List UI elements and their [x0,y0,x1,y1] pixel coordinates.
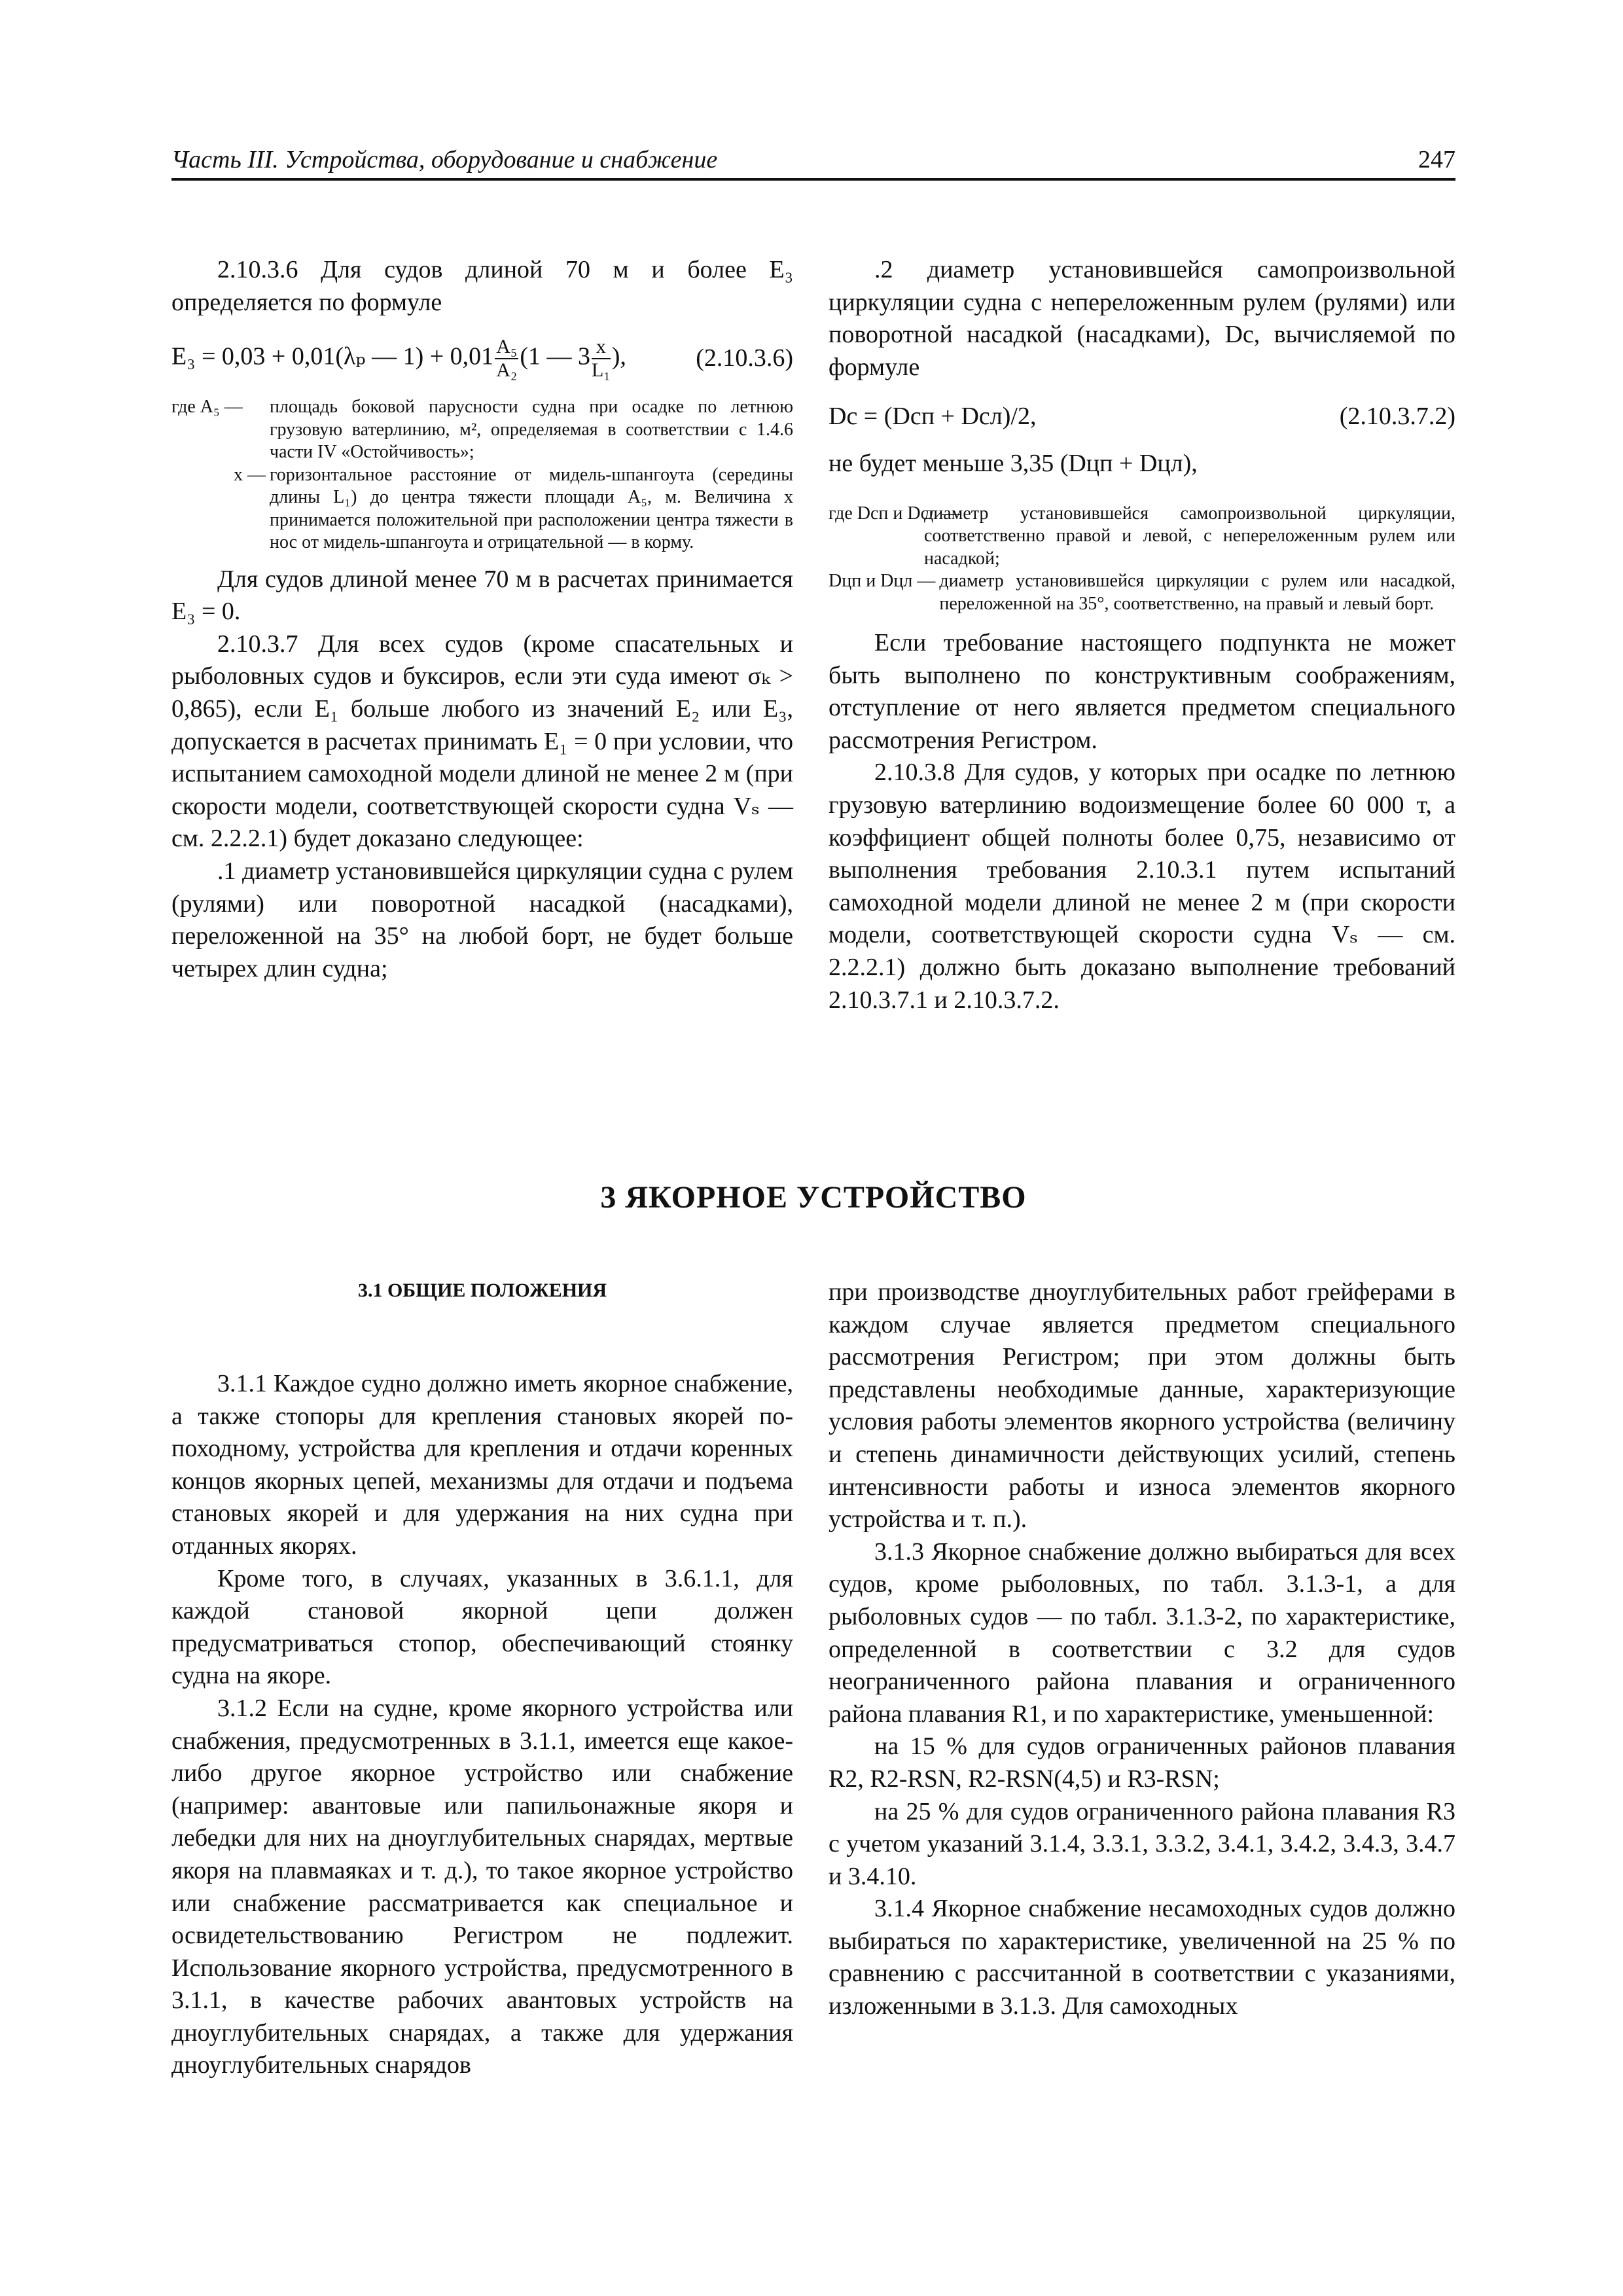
definitions-list [829,503,1455,616]
fraction-a5-a2 [495,336,518,382]
paragraph-3-1-1: 3.1.1 Каждое судно должно иметь якорное снабжение, а также стопоры для крепления становых якорей по-походному, устройства для крепления и отдачи коренных концов якорных цепей, механизмы для отдачи и подъема становых якорей и для удержания на них судна при отданных якорях. [171,1370,793,1560]
formula-lhs: E₃ = 0,03 + 0,01(λₚ — 1) + 0,01 [171,342,494,370]
paragraph-item-1: .1 диаметр установившейся циркуляции судна с рулем (рулями) или поворотной насадкой (насадками), переложенной на 35° на любой борт, не будет больше четырех длин судна; [171,857,793,982]
fraction-denominator: L₁ [591,359,611,382]
paragraph-25-percent: на 25 % для судов ограниченного района плавания R3 с учетом указаний 3.1.4, 3.3.1, 3.3.2, 3.4.1, 3.4.2, 3.4.3, 3.4.7 и 3.4.10. [829,1797,1455,1890]
section-title: 3 ЯКОРНОЕ УСТРОЙСТВО [600,1180,1027,1215]
header-title: Часть III. Устройства, оборудование и снабжение [171,146,718,173]
paragraph-2-10-3-6: 2.10.3.6 Для судов длиной 70 м и более E₃ определяется по формуле [171,256,793,316]
formula-expression: Dc = (Dсп + Dсл)/2, [829,403,1037,431]
paragraph-continuation: при производстве дноуглубительных работ грейферами в каждом случае является предметом специального рассмотрения Регистром; при этом должны быть представлены необходимые данные, характеризующие условия работы элементов якорного устройства (величину и степень динамичности действующих усилий, степень интенсивности работы и износа элементов якорного устройства и т. п.). [829,1278,1455,1534]
definition-text: диаметр установившейся самопроизвольной циркуляции, соответственно правой и левой, с непереложенным рулем или насадкой; [924,503,1455,569]
header-rule [171,178,1455,181]
formula-middle: (1 — 3 [520,342,590,370]
subsection-title: 3.1 ОБЩИЕ ПОЛОЖЕНИЯ [357,1280,607,1301]
paragraph-2-10-3-7: 2.10.3.7 Для всех судов (кроме спасательных и рыболовных судов и буксиров, если эти суда имеют σₖ > 0,865), если E₁ больше любого из значений E₂ или E₃, допускается в расчетах принимать E₁ = 0 при условии, что испытанием самоходной модели длиной не менее 2 м (при скорости модели, соответствующей скорости судна Vₛ — см. 2.2.2.1) будет доказано следующее: [171,630,793,853]
paragraph-not-less: не будет меньше 3,35 (Dцп + Dцл), [829,449,1198,477]
right-column-bottom [829,1276,1455,2023]
formula-2-10-3-7-2 [829,401,1455,433]
definition-a5 [171,396,793,464]
definition-dsp-dsl [829,503,1455,571]
paragraph-3-1-4: 3.1.4 Якорное снабжение несамоходных судов должно выбираться по характеристике, увеличенной на 25 % по сравнению с рассчитанной в соответствии с указаниями, изложенными в 3.1.3. Для самоходных [829,1895,1455,2020]
formula-number: (2.10.3.6) [696,344,793,372]
right-column-top [829,254,1455,1016]
left-column-top [171,254,793,985]
definitions-list [171,396,793,554]
paragraph-15-percent: на 15 % для судов ограниченных районов плавания R2, R2-RSN, R2-RSN(4,5) и R3-RSN; [829,1732,1455,1793]
paragraph-3-1-3: 3.1.3 Якорное снабжение должно выбираться для всех судов, кроме рыболовных, по табл. 3.1.3-1, а для рыболовных судов — по табл. 3.1.3-2, по характеристике, определенной в соответствии с 3.2 для судов неограниченного района плавания и ограниченного района плавания R1, и по характеристике, уменьшенной: [829,1537,1455,1728]
definition-text: площадь боковой парусности судна при осадке по летнюю грузовую ватерлинию, м², определяемая в соответствии с 1.4.6 части IV «Остойчивость»; [270,397,793,463]
definition-term: где Dсп и Dсл — [829,503,961,524]
definition-dcp-dcl [829,570,1455,615]
definition-term: где A₅ — [171,397,243,418]
paragraph-besides: Кроме того, в случаях, указанных в 3.6.1.1, для каждой становой якорной цепи должен предусматриваться стопор, обеспечивающий стоянку судна на якоре. [171,1564,793,1690]
fraction-numerator: x [592,336,611,359]
definition-term: Dцп и Dцл — [829,571,936,592]
paragraph-item-2: .2 диаметр установившейся самопроизвольной циркуляции судна с непереложенным рулем (рулями) или поворотной насадкой (насадками), Dc, вычисляемой по формуле [829,256,1455,381]
definition-x [171,464,793,554]
formula-end: ), [611,342,626,370]
paragraph-less-70m: Для судов длиной менее 70 м в расчетах принимается E₃ = 0. [171,565,793,626]
definition-text: диаметр установившейся циркуляции с рулем или насадкой, переложенной на 35°, соответственно, на правый и левый борт. [939,571,1455,614]
formula-expression [171,336,626,382]
fraction-x-l1 [592,336,611,382]
left-column-bottom [171,1368,793,2082]
paragraph-3-1-2: 3.1.2 Если на судне, кроме якорного устройства или снабжения, предусмотренных в 3.1.1, имеется еще какое-либо другое якорное устройство или снабжение (например: авантовые или папильонажные якоря и лебедки для них на дноуглубительных снарядах, мертвые якоря на плавмаяках и т. д.), то такое якорное устройство или снабжение рассматривается как специальное и освидетельствованию Регистром не подлежит. Использование якорного устройства, предусмотренного в 3.1.1, в качестве рабочих авантовых устройств на дноуглубительных снарядах, а также для удержания дноуглубительных снарядов [171,1694,793,2079]
fraction-denominator: A₂ [496,359,518,382]
formula-2-10-3-6 [171,336,793,382]
fraction-numerator: A₅ [495,336,518,359]
running-header [171,145,1455,179]
definition-term: x — [234,464,266,485]
formula-number: (2.10.3.7.2) [1339,403,1455,431]
paragraph-if-requirement: Если требование настоящего подпункта не может быть выполнено по конструктивным соображениям, отступление от него является предметом специального рассмотрения Регистром. [829,629,1455,754]
page-number: 247 [1418,146,1455,173]
paragraph-2-10-3-8: 2.10.3.8 Для судов, у которых при осадке по летнюю грузовую ватерлинию водоизмещение более 60 000 т, а коэффициент общей полноты более 0,75, независимо от выполнения требования 2.10.3.1 путем испытаний самоходной модели длиной не менее 2 м (при скорости модели, соответствующей скорости судна Vₛ — см. 2.2.2.1) должно быть доказано выполнение требований 2.10.3.7.1 и 2.10.3.7.2. [829,759,1455,1014]
definition-text: горизонтальное расстояние от мидель-шпангоута (середины длины L₁) до центра тяжести площади A₅, м. Величина x принимается положительной при расположении центра тяжести в нос от мидель-шпангоута и отрицательной — в корму. [270,464,793,553]
